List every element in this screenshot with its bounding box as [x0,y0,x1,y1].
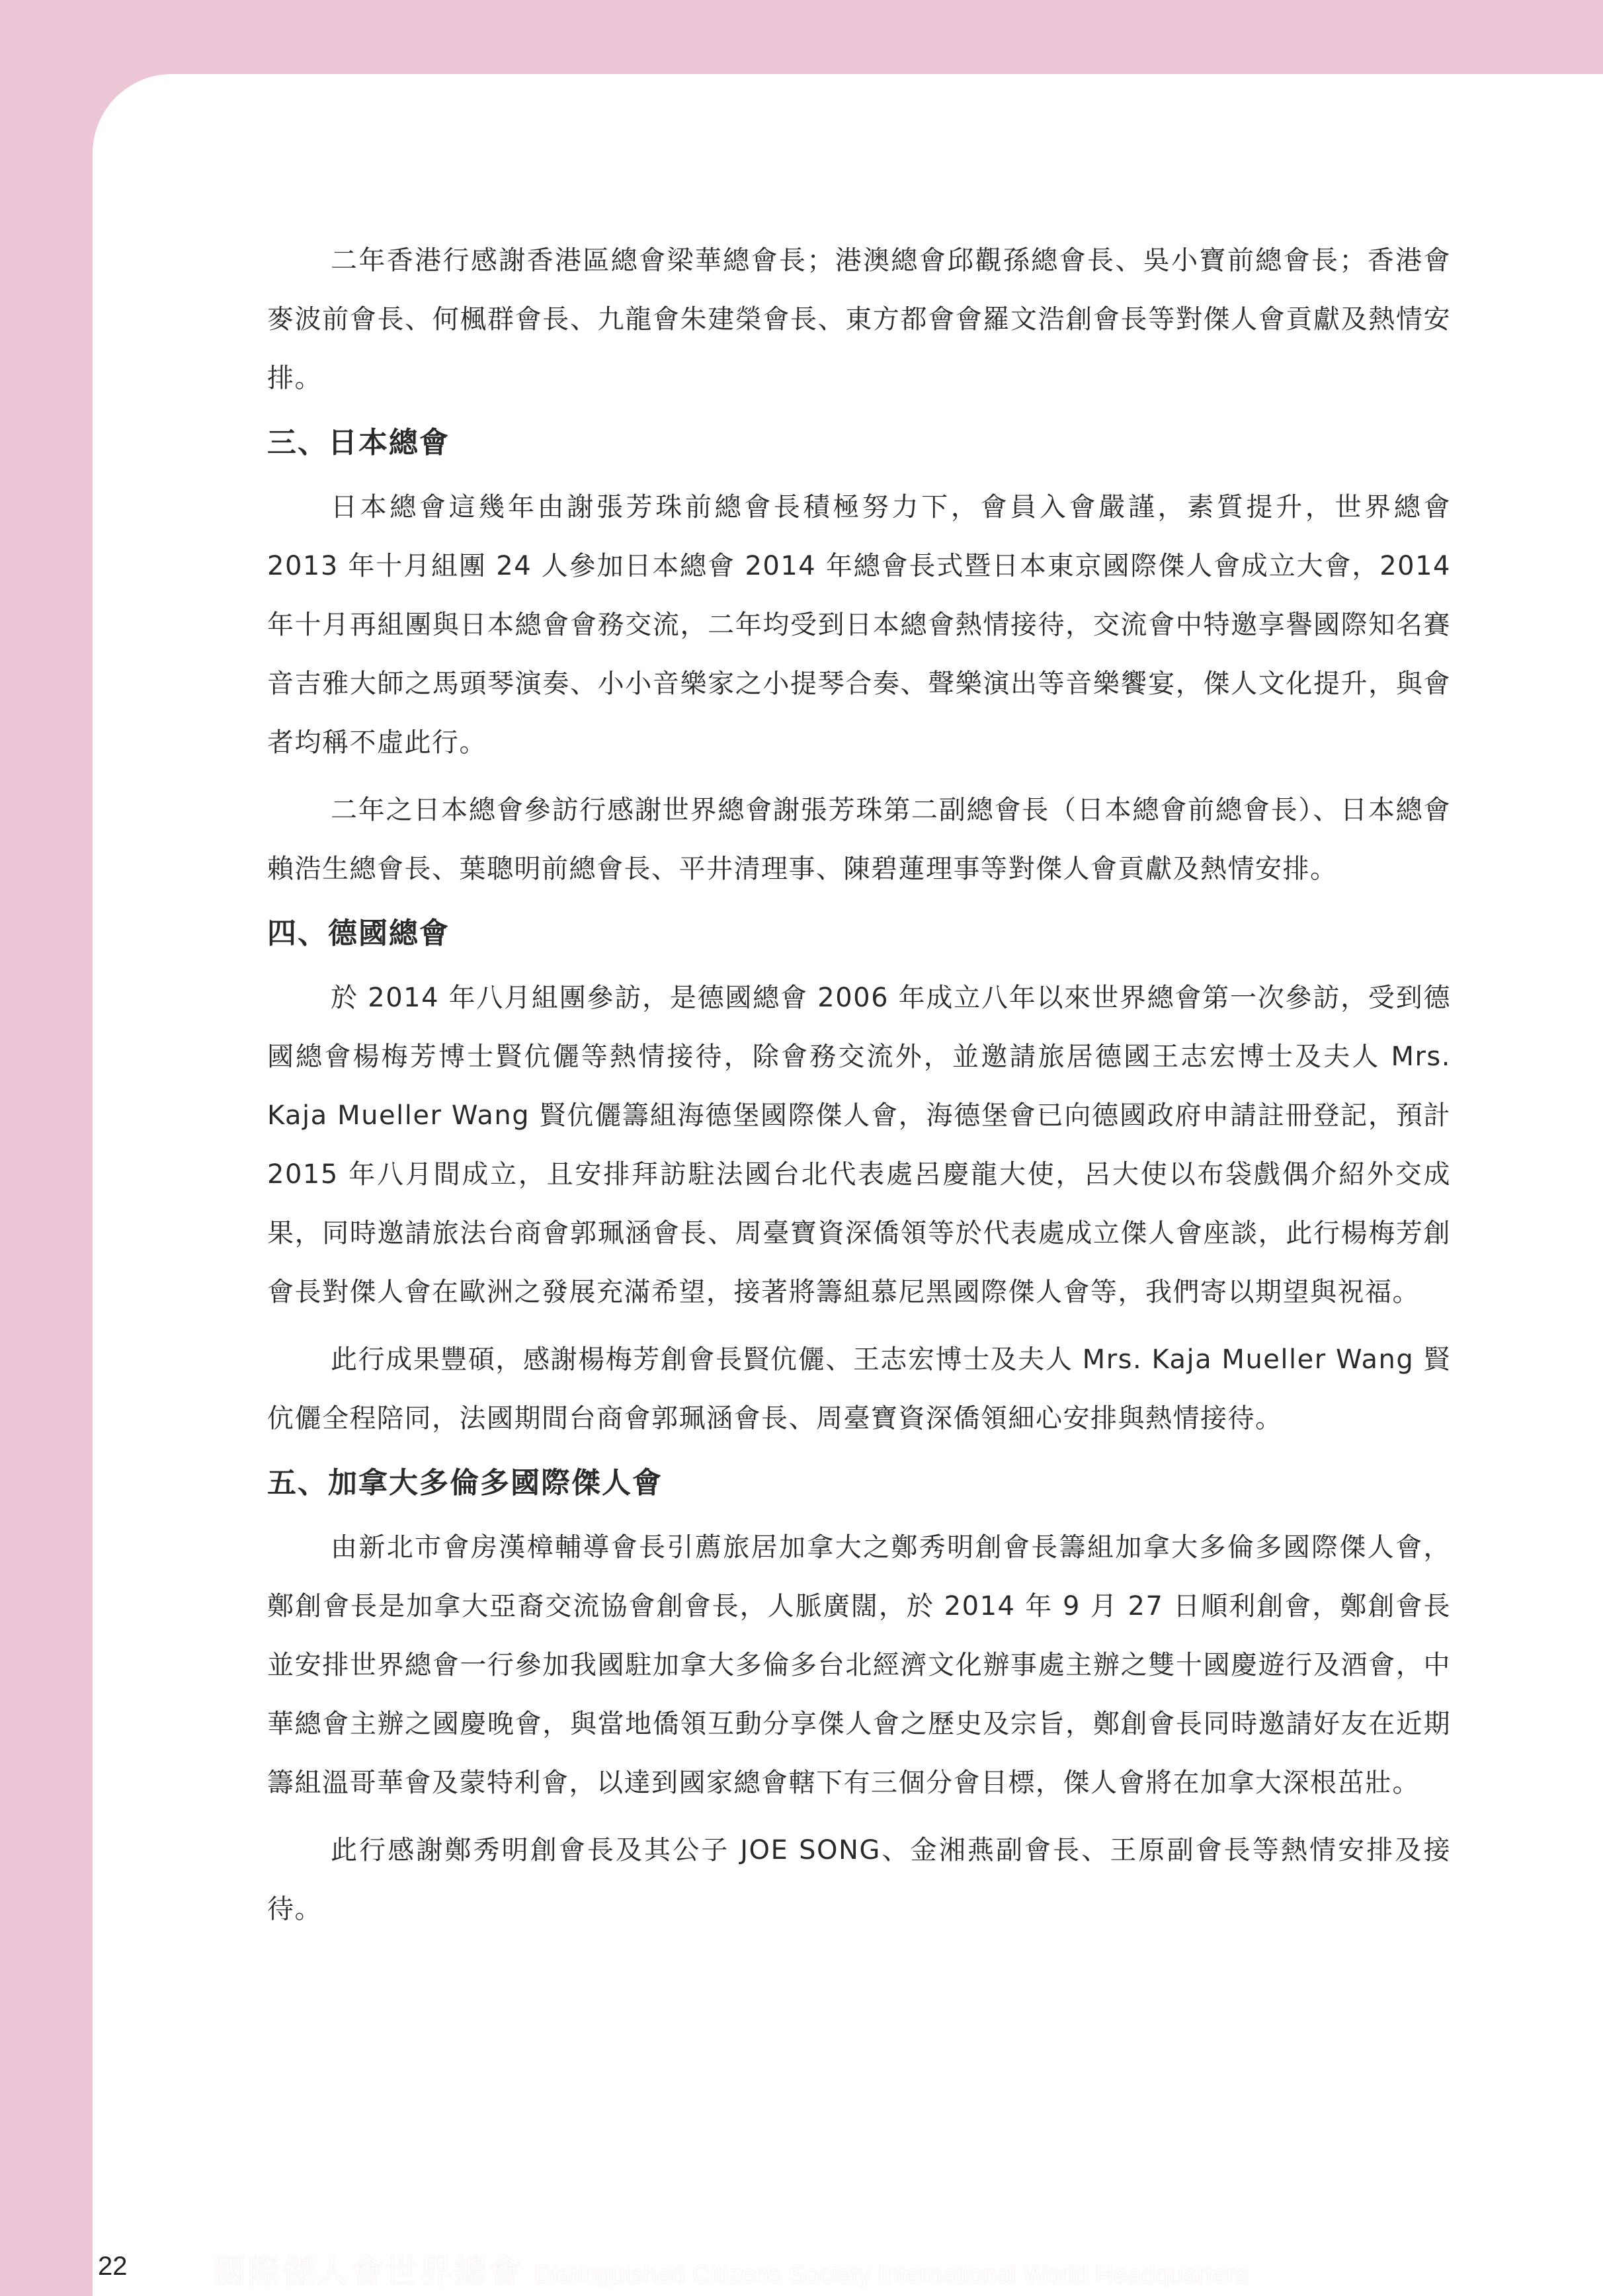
paragraph-germany-visit: 於 2014 年八月組團參訪，是德國總會 2006 年成立八年以來世界總會第一次參訪，受到德國總會楊梅芳博士賢伉儷等熱情接待，除會務交流外，並邀請旅居德國王志宏博士及夫人 Mrs. Kaja Mueller Wang 賢伉儷籌組海德堡國際傑人會，海德堡會已向德國政府申請註冊登記，預計 2015 年八月間成立，且安排拜訪駐法國台北代表處呂慶龍大使，呂大使以布袋戲偶介紹外交成果，同時邀請旅法台商會郭珮涵會長、周臺寶資深僑領等於代表處成立傑人會座談，此行楊梅芳創會長對傑人會在歐洲之發展充滿希望，接著將籌組慕尼黑國際傑人會等，我們寄以期望與祝福。 [267,983,1451,1307]
section-heading-germany: 四、德國總會 [267,917,450,950]
footer-watermark-title [213,2245,1248,2293]
document-body [267,231,1451,1948]
page-number: 22 [98,2252,128,2281]
paragraph-japan-visit: 日本總會這幾年由謝張芳珠前總會長積極努力下，會員入會嚴謹，素質提升，世界總會 2013 年十月組團 24 人參加日本總會 2014 年總會長式暨日本東京國際傑人會成立大會，2014 年十月再組團與日本總會會務交流，二年均受到日本總會熱情接待，交流會中特邀享譽國際知名賽音吉雅大師之馬頭琴演奏、小小音樂家之小提琴合奏、聲樂演出等音樂饗宴，傑人文化提升，與會者均稱不虛此行。 [267,492,1451,758]
footer-title-zh: 國際傑人會世界總會 [213,2252,522,2291]
paragraph-japan-thanks: 二年之日本總會參訪行感謝世界總會謝張芳珠第二副總會長（日本總會前總會長）、日本總會賴浩生總會長、葉聰明前總會長、平井清理事、陳碧蓮理事等對傑人會貢獻及熱情安排。 [267,795,1451,884]
section-heading-canada: 五、加拿大多倫多國際傑人會 [267,1466,663,1500]
section-heading-japan: 三、日本總會 [267,426,450,460]
footer-title-en: Distinguished Citizens Society International World Headquarters [534,2261,1248,2289]
paragraph-hongkong-thanks: 二年香港行感謝香港區總會梁華總會長；港澳總會邱觀孫總會長、吳小寶前總會長；香港會麥波前會長、何楓群會長、九龍會朱建榮會長、東方都會會羅文浩創會長等對傑人會貢獻及熱情安排。 [267,245,1451,393]
paragraph-canada-thanks: 此行感謝鄭秀明創會長及其公子 JOE SONG、金湘燕副會長、王原副會長等熱情安排及接待。 [267,1835,1451,1924]
paragraph-germany-thanks: 此行成果豐碩，感謝楊梅芳創會長賢伉儷、王志宏博士及夫人 Mrs. Kaja Mueller Wang 賢伉儷全程陪同，法國期間台商會郭珮涵會長、周臺寶資深僑領細心安排與熱情接待。 [267,1344,1451,1434]
paragraph-canada-visit: 由新北市會房漢樟輔導會長引薦旅居加拿大之鄭秀明創會長籌組加拿大多倫多國際傑人會，鄭創會長是加拿大亞裔交流協會創會長，人脈廣闊，於 2014 年 9 月 27 日順利創會，鄭創會長並安排世界總會一行參加我國駐加拿大多倫多台北經濟文化辦事處主辦之雙十國慶遊行及酒會，中華總會主辦之國慶晚會，與當地僑領互動分享傑人會之歷史及宗旨，鄭創會長同時邀請好友在近期籌組溫哥華會及蒙特利會，以達到國家總會轄下有三個分會目標，傑人會將在加拿大深根茁壯。 [267,1532,1451,1798]
